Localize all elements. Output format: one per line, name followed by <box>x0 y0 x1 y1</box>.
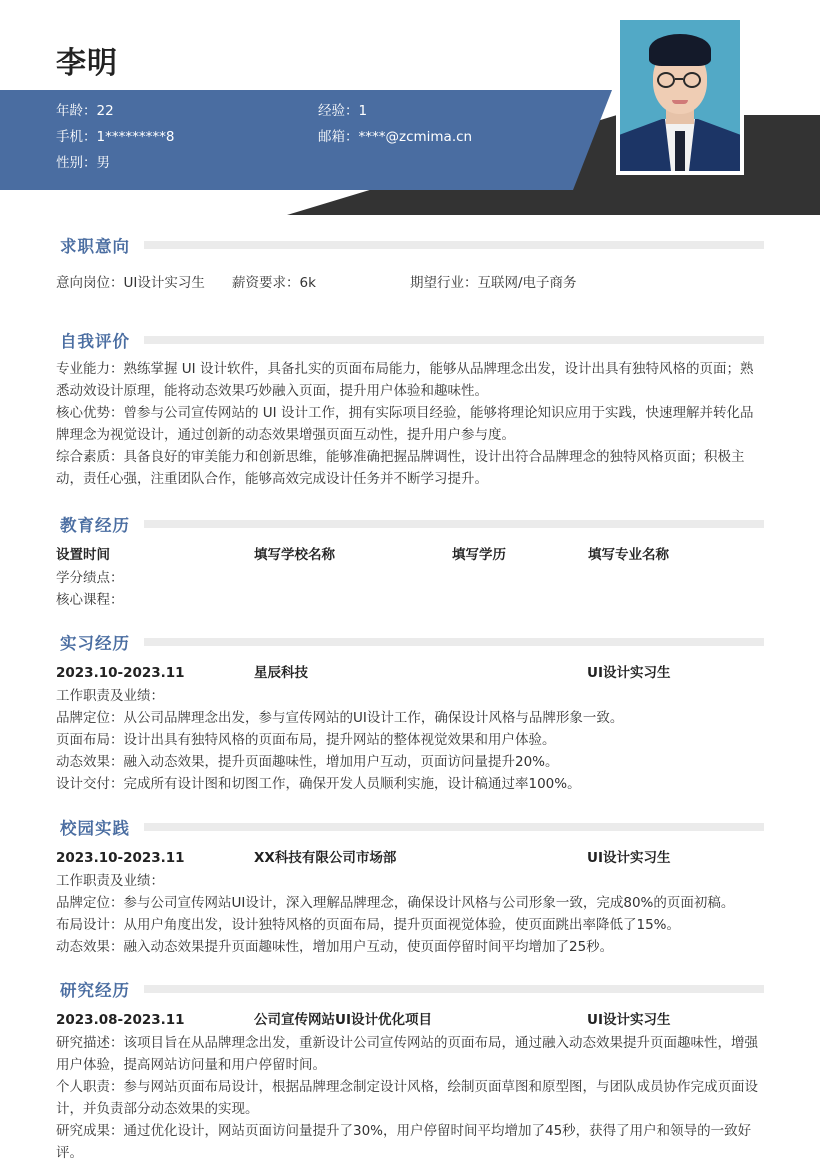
intent-value: 互联网/电子商务 <box>477 275 577 291</box>
campus-period: 2023.10-2023.11 <box>56 850 185 866</box>
tie-shape <box>675 131 685 171</box>
research-head-row <box>56 1008 764 1032</box>
portrait-photo <box>620 20 740 171</box>
section-title: 求职意向 <box>60 237 130 256</box>
internship-role: UI设计实习生 <box>587 665 671 681</box>
campus-organization: XX科技有限公司市场部 <box>254 850 397 866</box>
education-details <box>56 567 764 611</box>
edu-major: 填写专业名称 <box>588 547 669 563</box>
section-title: 自我评价 <box>60 332 130 351</box>
campus-line: 动态效果：融入动态效果提升页面趣味性，增加用户互动，使页面停留时间平均增加了25秒。 <box>56 939 614 955</box>
section-title: 校园实践 <box>60 819 130 838</box>
campus-line: 布局设计：从用户角度出发，设计独特风格的页面布局，提升页面视觉体验，使页面跳出率降低了15%。 <box>56 917 681 933</box>
research-paragraph: 研究成果：通过优化设计，网站页面访问量提升了30%，用户停留时间平均增加了45秒，获得了用户和领导的一致好评。 <box>56 1123 752 1160</box>
info-value: 22 <box>96 103 114 119</box>
research-paragraph: 个人职责：参与网站页面布局设计，根据品牌理念制定设计风格，绘制页面草图和原型图，与团队成员协作完成页面设计，并负责部分动态效果的实现。 <box>56 1079 758 1117</box>
edu-degree: 填写学历 <box>452 547 506 563</box>
internship-company: 星辰科技 <box>254 665 308 681</box>
resume-body <box>56 230 764 1160</box>
info-gender <box>56 150 174 176</box>
intent-label: 期望行业： <box>410 275 478 291</box>
section-header <box>60 230 764 260</box>
info-column-right <box>318 98 472 150</box>
section-divider-bar <box>144 638 764 646</box>
section-divider-bar <box>144 241 764 249</box>
section-header <box>60 812 764 842</box>
section-title: 研究经历 <box>60 981 130 1000</box>
edu-school: 填写学校名称 <box>254 547 335 563</box>
info-experience <box>318 98 472 124</box>
campus-line: 品牌定位：参与公司宣传网站UI设计，深入理解品牌理念，确保设计风格与公司形象一致，完成80%的页面初稿。 <box>56 895 735 911</box>
intent-position <box>56 272 232 294</box>
self-eval-paragraph: 专业能力：熟练掌握 UI 设计软件，具备扎实的页面布局能力，能够从品牌理念出发，设计出具有独特风格的页面；熟悉动效设计原理，能将动态效果巧妙融入页面，提升用户体验和趣味性。 <box>56 361 754 399</box>
intent-label: 意向岗位： <box>56 275 124 291</box>
research-paragraph: 研究描述：该项目旨在从品牌理念出发，重新设计公司宣传网站的页面布局，通过融入动态效果提升页面趣味性，增强用户体验，提高网站访问量和用户停留时间。 <box>56 1035 758 1073</box>
section-header <box>60 627 764 657</box>
info-email <box>318 124 472 150</box>
internship-line: 品牌定位：从公司品牌理念出发，参与宣传网站的UI设计工作，确保设计风格与品牌形象一致。 <box>56 710 624 726</box>
section-research <box>56 974 764 1160</box>
glasses-icon <box>657 72 675 88</box>
section-internship <box>56 627 764 812</box>
info-value: ****@zcmima.cn <box>358 129 473 145</box>
photo-frame <box>616 17 744 175</box>
info-label: 经验： <box>318 103 359 119</box>
smile-shape <box>672 100 688 104</box>
section-header <box>60 509 764 539</box>
self-eval-paragraph: 综合素质：具备良好的审美能力和创新思维，能够准确把握品牌调性，设计出符合品牌理念的独特风格页面；积极主动，责任心强，注重团队合作，能够高效完成设计任务并不断学习提升。 <box>56 449 745 487</box>
internship-line: 页面布局：设计出具有独特风格的页面布局，提升网站的整体视觉效果和用户体验。 <box>56 732 556 748</box>
campus-line: 工作职责及业绩： <box>56 873 164 889</box>
education-head-row <box>56 543 764 567</box>
research-role: UI设计实习生 <box>587 1012 671 1028</box>
info-column-left <box>56 98 174 176</box>
info-value: 1 <box>358 103 368 119</box>
section-divider-bar <box>144 985 764 993</box>
info-value: 男 <box>96 155 110 171</box>
intent-row <box>56 272 764 294</box>
campus-head-row <box>56 846 764 870</box>
campus-details <box>56 870 764 958</box>
intent-label: 薪资要求： <box>232 275 300 291</box>
research-project: 公司宣传网站UI设计优化项目 <box>254 1012 432 1028</box>
section-title: 实习经历 <box>60 634 130 653</box>
section-education <box>56 509 764 627</box>
edu-gpa: 学分绩点： <box>56 570 124 586</box>
glasses-icon <box>683 72 701 88</box>
self-eval-text <box>56 358 764 490</box>
intent-value: 6k <box>299 275 316 291</box>
intent-salary <box>232 272 410 294</box>
internship-period: 2023.10-2023.11 <box>56 665 185 681</box>
section-self-evaluation <box>56 325 764 509</box>
section-header <box>60 325 764 355</box>
section-divider-bar <box>144 520 764 528</box>
info-label: 性别： <box>56 155 97 171</box>
section-divider-bar <box>144 823 764 831</box>
intent-value: UI设计实习生 <box>123 275 205 291</box>
glasses-bridge <box>675 78 683 80</box>
internship-details <box>56 685 764 795</box>
info-label: 手机： <box>56 129 97 145</box>
research-details <box>56 1032 764 1160</box>
internship-line: 动态效果：融入动态效果，提升页面趣味性，增加用户互动，页面访问量提升20%。 <box>56 754 559 770</box>
edu-time: 设置时间 <box>56 547 110 563</box>
campus-role: UI设计实习生 <box>587 850 671 866</box>
intent-industry <box>410 272 577 294</box>
edu-courses: 核心课程： <box>56 592 124 608</box>
section-title: 教育经历 <box>60 516 130 535</box>
info-value: 1*********8 <box>96 129 175 145</box>
section-header <box>60 974 764 1004</box>
info-phone <box>56 124 174 150</box>
self-eval-paragraph: 核心优势：曾参与公司宣传网站的 UI 设计工作，拥有实际项目经验，能够将理论知识应用于实践，快速理解并转化品牌理念为视觉设计，通过创新的动态效果增强页面互动性，提升用户参与度。 <box>56 405 754 443</box>
internship-head-row <box>56 661 764 685</box>
info-label: 年龄： <box>56 103 97 119</box>
info-label: 邮箱： <box>318 129 359 145</box>
candidate-name: 李明 <box>56 46 118 81</box>
resume-header <box>0 0 820 220</box>
hair-shape <box>649 34 711 66</box>
research-period: 2023.08-2023.11 <box>56 1012 185 1028</box>
internship-line: 工作职责及业绩： <box>56 688 164 704</box>
section-divider-bar <box>144 336 764 344</box>
section-campus-practice <box>56 812 764 974</box>
internship-line: 设计交付：完成所有设计图和切图工作，确保开发人员顺利实施，设计稿通过率100%。 <box>56 776 581 792</box>
section-job-intent <box>56 230 764 325</box>
info-age <box>56 98 174 124</box>
